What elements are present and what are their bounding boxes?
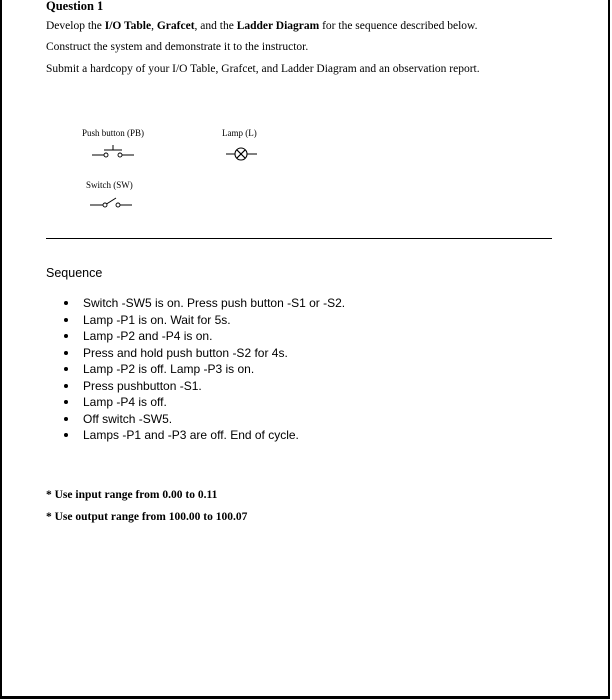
section-divider <box>46 238 552 239</box>
bullet-icon <box>64 433 68 437</box>
push-button-symbol-icon <box>90 143 136 163</box>
bullet-icon <box>64 367 68 371</box>
lamp-symbol-icon <box>224 145 260 163</box>
sequence-item: Switch -SW5 is on. Press push button -S1 or -S2. <box>64 295 345 312</box>
bullet-icon <box>64 384 68 388</box>
sequence-title: Sequence <box>46 266 103 280</box>
bullet-icon <box>64 400 68 404</box>
sequence-item: Lamp -P1 is on. Wait for 5s. <box>64 312 345 329</box>
output-range-note: * Use output range from 100.00 to 100.07 <box>46 511 248 523</box>
sequence-item: Press pushbutton -S1. <box>64 378 345 395</box>
sequence-item: Lamp -P2 is off. Lamp -P3 is on. <box>64 361 345 378</box>
sequence-item: Off switch -SW5. <box>64 411 345 428</box>
input-range-note: * Use input range from 0.00 to 0.11 <box>46 489 218 501</box>
push-button-label: Push button (PB) <box>82 128 145 138</box>
sequence-item: Press and hold push button -S2 for 4s. <box>64 345 345 362</box>
bullet-icon <box>64 318 68 322</box>
switch-symbol-icon <box>88 195 134 211</box>
lamp-label: Lamp (L) <box>222 128 257 138</box>
instruction-line-1: Develop the I/O Table, Grafcet, and the Ladder Diagram for the sequence described below. <box>46 20 478 32</box>
bullet-icon <box>64 351 68 355</box>
sequence-item: Lamp -P2 and -P4 is on. <box>64 328 345 345</box>
bullet-icon <box>64 301 68 305</box>
question-title: Question 1 <box>46 0 104 13</box>
bullet-icon <box>64 417 68 421</box>
switch-label: Switch (SW) <box>86 180 133 190</box>
bullet-icon <box>64 334 68 338</box>
sequence-list <box>64 295 345 444</box>
sequence-item: Lamps -P1 and -P3 are off. End of cycle. <box>64 427 345 444</box>
instruction-line-3: Submit a hardcopy of your I/O Table, Grafcet, and Ladder Diagram and an observation report. <box>46 63 480 75</box>
instruction-line-2: Construct the system and demonstrate it to the instructor. <box>46 41 309 53</box>
sequence-item: Lamp -P4 is off. <box>64 394 345 411</box>
